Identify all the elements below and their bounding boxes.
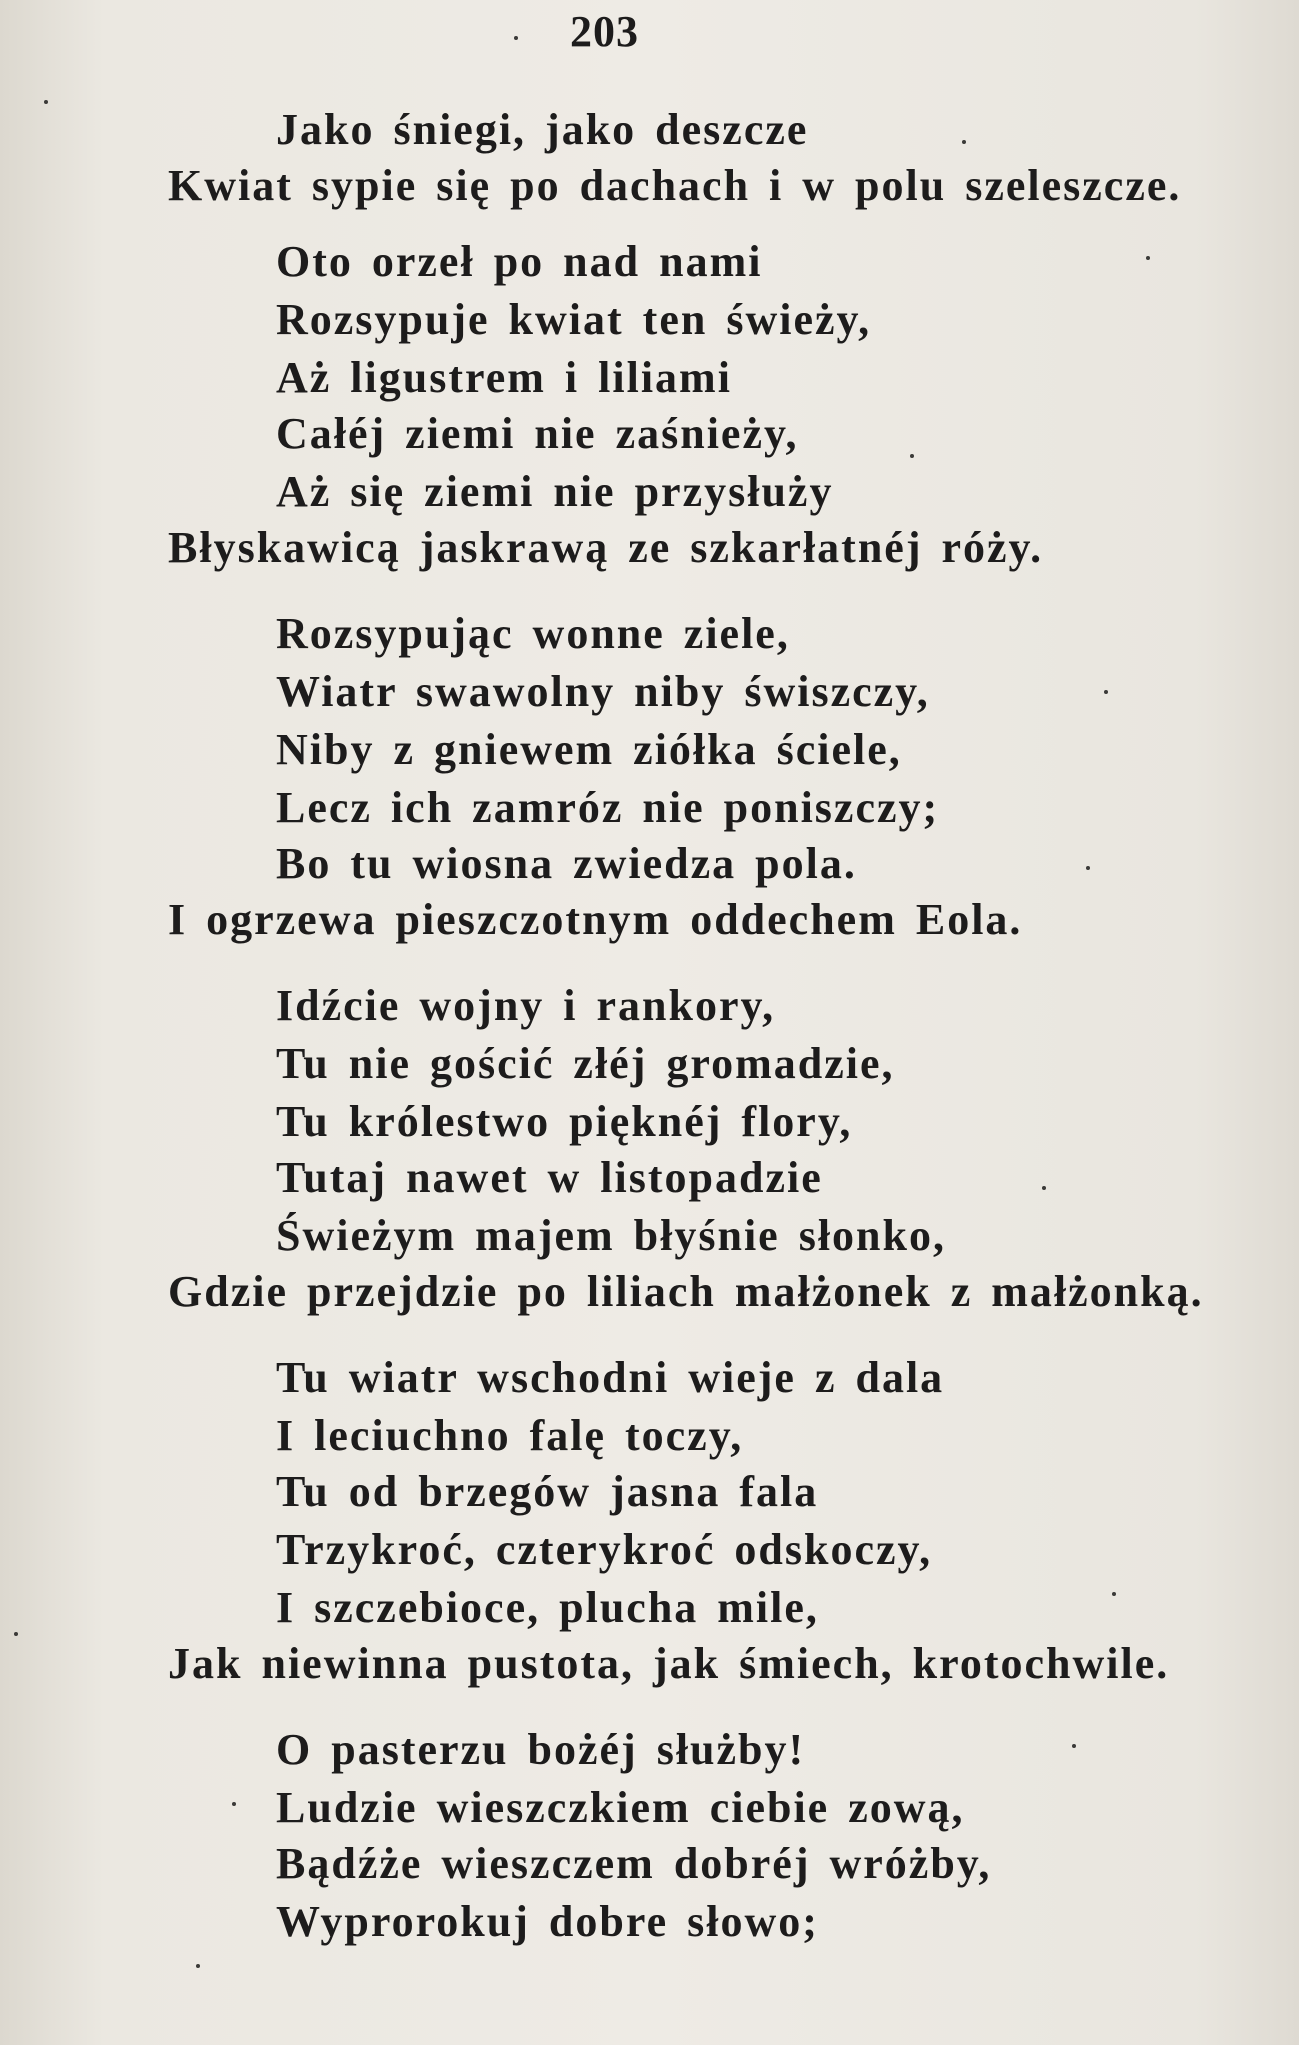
paper-speck bbox=[1072, 1744, 1076, 1748]
page-number: 203 bbox=[570, 7, 639, 56]
verse-line: Tutaj nawet w listopadzie bbox=[276, 1153, 823, 1202]
verse-line: Rozsypuje kwiat ten świeży, bbox=[276, 295, 872, 344]
verse-line: Jak niewinna pustota, jak śmiech, krotochwile. bbox=[168, 1639, 1170, 1688]
verse-line: Kwiat sypie się po dachach i w polu szeleszcze. bbox=[168, 161, 1182, 210]
paper-speck bbox=[44, 100, 48, 104]
paper-speck bbox=[14, 1632, 18, 1636]
paper-speck bbox=[232, 1802, 236, 1806]
verse-line: Świeżym majem błyśnie słonko, bbox=[276, 1211, 946, 1260]
verse-line: I leciuchno falę toczy, bbox=[276, 1411, 744, 1460]
verse-line: Tu królestwo pięknéj flory, bbox=[276, 1097, 853, 1146]
verse-line: Wiatr swawolny niby świszczy, bbox=[276, 667, 930, 716]
paper-speck bbox=[1042, 1186, 1046, 1190]
verse-line: Tu nie gościć złéj gromadzie, bbox=[276, 1039, 895, 1088]
verse-line: Aż ligustrem i liliami bbox=[276, 353, 732, 402]
paper-speck bbox=[1104, 690, 1108, 694]
verse-line: Bądźże wieszczem dobréj wróżby, bbox=[276, 1839, 992, 1888]
verse-line: Rozsypując wonne ziele, bbox=[276, 609, 790, 658]
verse-line: I szczebioce, plucha mile, bbox=[276, 1583, 819, 1632]
verse-line: Tu wiatr wschodni wieje z dala bbox=[276, 1353, 945, 1402]
verse-line: Ludzie wieszczkiem ciebie zową, bbox=[276, 1783, 965, 1832]
verse-line: Trzykroć, czterykroć odskoczy, bbox=[276, 1525, 933, 1574]
verse-line: Aż się ziemi nie przysłuży bbox=[276, 467, 834, 516]
verse-line: Bo tu wiosna zwiedza pola. bbox=[276, 839, 857, 888]
verse-line: Błyskawicą jaskrawą ze szkarłatnéj róży. bbox=[168, 523, 1044, 572]
paper-speck bbox=[1146, 256, 1150, 260]
verse-line: Oto orzeł po nad nami bbox=[276, 237, 763, 286]
verse-line: Idźcie wojny i rankory, bbox=[276, 981, 776, 1030]
paper-speck bbox=[196, 1964, 200, 1968]
verse-line: I ogrzewa pieszczotnym oddechem Eola. bbox=[168, 895, 1023, 944]
paper-speck bbox=[1112, 1592, 1116, 1596]
verse-line: Niby z gniewem ziółka ściele, bbox=[276, 725, 902, 774]
paper-speck bbox=[1086, 866, 1090, 870]
verse-line: Tu od brzegów jasna fala bbox=[276, 1467, 819, 1516]
verse-line: Lecz ich zamróz nie poniszczy; bbox=[276, 783, 940, 832]
verse-line: O pasterzu bożéj służby! bbox=[276, 1725, 806, 1774]
verse-line: Jako śniegi, jako deszcze bbox=[276, 105, 809, 154]
verse-line: Całéj ziemi nie zaśnieży, bbox=[276, 409, 799, 458]
verse-line: Gdzie przejdzie po liliach małżonek z małżonką. bbox=[168, 1267, 1204, 1316]
paper-speck bbox=[962, 140, 966, 144]
paper-speck bbox=[514, 36, 518, 40]
paper-speck bbox=[910, 454, 914, 458]
verse-line: Wyprorokuj dobre słowo; bbox=[276, 1897, 819, 1946]
